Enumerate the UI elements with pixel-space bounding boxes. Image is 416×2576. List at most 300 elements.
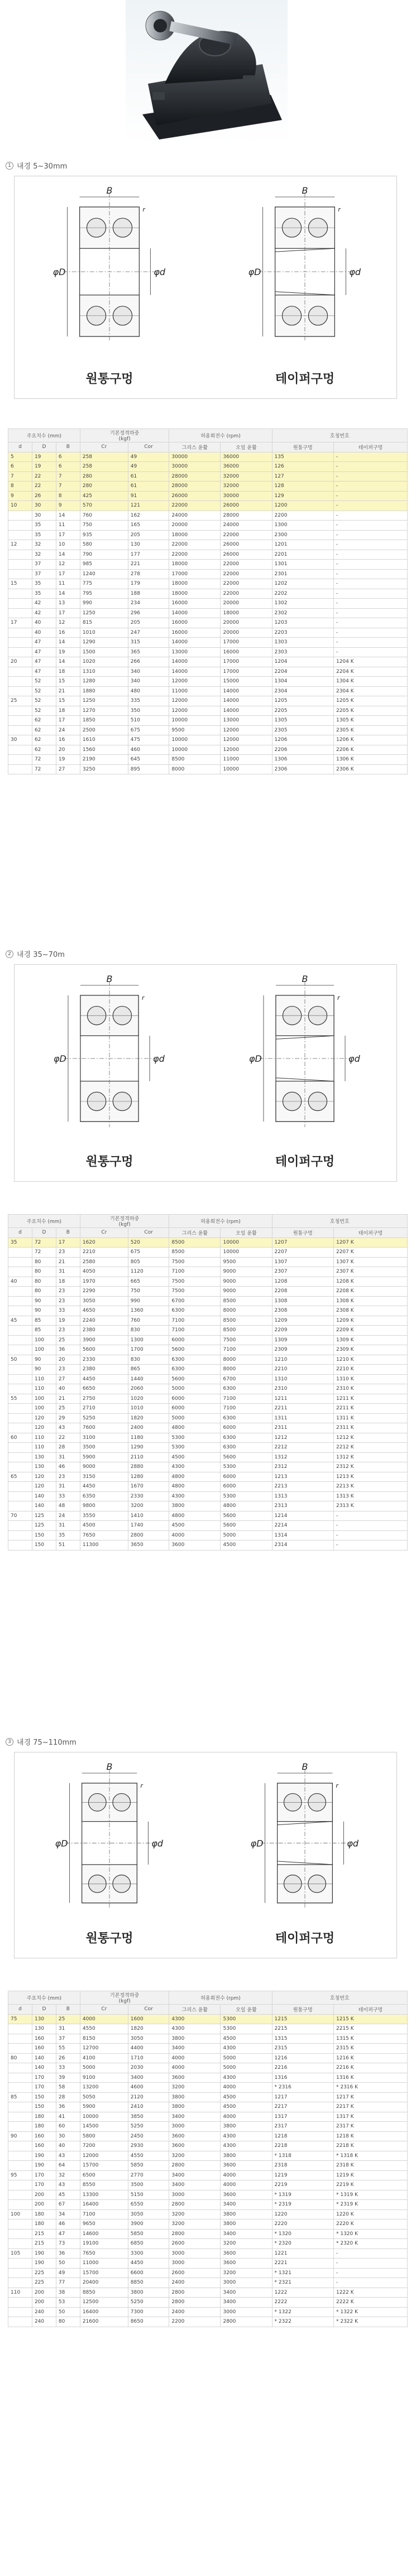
table-cell: 1310 bbox=[80, 667, 128, 677]
table-row bbox=[8, 745, 408, 755]
tapered-bearing-section bbox=[251, 1761, 359, 1909]
table-row bbox=[8, 569, 408, 579]
table-cell: 200 bbox=[32, 2200, 56, 2210]
table-row bbox=[8, 657, 408, 667]
th-main-dims: 주요치수 (mm) bbox=[8, 1215, 80, 1228]
table-cell: - bbox=[333, 638, 407, 648]
table-row bbox=[8, 696, 408, 706]
table-cell: 2207 bbox=[272, 1248, 333, 1258]
table-cell: - bbox=[333, 471, 407, 482]
table-cell: 1308 bbox=[272, 1296, 333, 1306]
table-cell: 2318 K bbox=[333, 2161, 407, 2171]
table-cell: 7100 bbox=[221, 1394, 272, 1404]
table-cell: 48 bbox=[56, 1501, 80, 1511]
table-cell bbox=[8, 2063, 32, 2073]
table-cell: 480 bbox=[128, 686, 169, 696]
table-cell: 37 bbox=[32, 560, 56, 570]
table-cell: 1270 bbox=[80, 706, 128, 716]
table-row bbox=[8, 638, 408, 648]
table-cell: 65 bbox=[8, 1472, 32, 1482]
table-cell: 20000 bbox=[169, 521, 221, 531]
table-cell: 10000 bbox=[169, 716, 221, 726]
table-cell: 80 bbox=[32, 1287, 56, 1297]
table-cell bbox=[8, 1443, 32, 1453]
table-cell: 2303 bbox=[272, 647, 333, 657]
table-row bbox=[8, 764, 408, 774]
table-cell: 2410 bbox=[128, 2102, 169, 2112]
table-cell: 2200 bbox=[169, 2317, 221, 2327]
table-cell: * 1319 K bbox=[333, 2190, 407, 2200]
table-cell: 985 bbox=[80, 560, 128, 570]
table-cell: 33 bbox=[56, 1491, 80, 1501]
table-cell: 2330 bbox=[128, 1491, 169, 1501]
table-cell: 2305 bbox=[272, 725, 333, 735]
table-cell: 160 bbox=[32, 2141, 56, 2151]
table-cell: 35 bbox=[32, 579, 56, 589]
table-cell bbox=[8, 589, 32, 599]
table-cell: - bbox=[333, 521, 407, 531]
table-cell: 935 bbox=[80, 530, 128, 540]
table-cell: 105 bbox=[8, 2248, 32, 2259]
table-cell: 91 bbox=[128, 491, 169, 501]
table-cell: 125 bbox=[32, 1521, 56, 1531]
table-cell: 1313 K bbox=[333, 1491, 407, 1501]
dim-B-label: B bbox=[106, 1761, 113, 1772]
table-cell: 2306 bbox=[272, 764, 333, 774]
table-cell: 895 bbox=[128, 764, 169, 774]
table-cell: 4500 bbox=[221, 2102, 272, 2112]
table-row bbox=[8, 2239, 408, 2249]
table-row bbox=[8, 1384, 408, 1394]
table-cell: 14 bbox=[56, 657, 80, 667]
table-cell: 42 bbox=[32, 599, 56, 609]
table-cell: 10 bbox=[56, 540, 80, 550]
table-cell: 47 bbox=[32, 647, 56, 657]
table-row bbox=[8, 1326, 408, 1336]
table-row bbox=[8, 2219, 408, 2230]
table-cell: 3600 bbox=[169, 2131, 221, 2141]
table-cell: 3600 bbox=[221, 2259, 272, 2269]
table-cell bbox=[8, 521, 32, 531]
th-speed: 허용회전수 (rpm) bbox=[169, 1991, 272, 2005]
table-cell: 2213 bbox=[272, 1482, 333, 1492]
table-cell: 2218 K bbox=[333, 2141, 407, 2151]
table-cell: 22000 bbox=[169, 501, 221, 511]
table-cell: 22000 bbox=[221, 569, 272, 579]
table-cell: 1216 K bbox=[333, 2053, 407, 2063]
table-cell: - bbox=[333, 482, 407, 492]
tapered-bearing-section bbox=[248, 185, 361, 342]
table-row bbox=[8, 530, 408, 540]
dim-phiD-label: φD bbox=[248, 1053, 262, 1065]
table-cell: 30 bbox=[56, 2131, 80, 2141]
table-cell: 2710 bbox=[80, 1404, 128, 1414]
table-row bbox=[8, 2131, 408, 2141]
table-cell: 5600 bbox=[221, 1521, 272, 1531]
table-cell: 1301 bbox=[272, 560, 333, 570]
table-cell: 2580 bbox=[80, 1257, 128, 1267]
spec-table-3 bbox=[8, 1991, 408, 2327]
table-cell: 3000 bbox=[169, 2122, 221, 2132]
table-cell: * 1318 K bbox=[333, 2151, 407, 2161]
table-cell: 6300 bbox=[221, 1443, 272, 1453]
table-cell: 24 bbox=[56, 725, 80, 735]
table-cell: 1317 K bbox=[333, 2112, 407, 2122]
table-cell: 2300 bbox=[272, 530, 333, 540]
table-cell: 2190 bbox=[80, 755, 128, 765]
table-cell: 221 bbox=[128, 560, 169, 570]
table-cell: 20 bbox=[56, 745, 80, 755]
table-cell: 179 bbox=[128, 579, 169, 589]
table-row bbox=[8, 1462, 408, 1472]
table-row bbox=[8, 1511, 408, 1521]
table-cell: 13200 bbox=[80, 2083, 128, 2093]
table-cell: 815 bbox=[80, 618, 128, 628]
table-cell: 11000 bbox=[221, 755, 272, 765]
table-cell: 10000 bbox=[80, 2112, 128, 2122]
table-cell: 8500 bbox=[221, 1296, 272, 1306]
th-callno: 호칭번호 bbox=[272, 1991, 407, 2005]
table-row bbox=[8, 452, 408, 462]
table-cell: 1310 bbox=[272, 1374, 333, 1384]
dim-phid-label: φd bbox=[153, 1053, 165, 1065]
table-cell: 110 bbox=[32, 1374, 56, 1384]
table-cell: 170 bbox=[32, 2170, 56, 2180]
table-cell: 51 bbox=[56, 1540, 80, 1551]
table-cell: 1210 bbox=[272, 1355, 333, 1365]
table-cell: 4300 bbox=[221, 2141, 272, 2151]
table-cell: 1440 bbox=[128, 1374, 169, 1384]
table-cell: 55 bbox=[8, 1394, 32, 1404]
table-row bbox=[8, 706, 408, 716]
caption-cylindrical: 원통구멍 bbox=[85, 1932, 133, 1946]
table-cell: 2206 bbox=[272, 745, 333, 755]
table-cell: 3050 bbox=[128, 2034, 169, 2044]
table-cell: 675 bbox=[128, 1248, 169, 1258]
table-cell: 1216 bbox=[272, 2053, 333, 2063]
th-cr: Cr bbox=[80, 2005, 128, 2015]
table-cell: 750 bbox=[80, 521, 128, 531]
table-cell: 160 bbox=[32, 2131, 56, 2141]
table-cell: 1410 bbox=[128, 1511, 169, 1521]
table-cell: 126 bbox=[272, 462, 333, 472]
table-cell: 1219 K bbox=[333, 2170, 407, 2180]
table-cell bbox=[8, 1335, 32, 1345]
table-cell: 4000 bbox=[221, 2170, 272, 2180]
table-cell: 22 bbox=[32, 471, 56, 482]
table-cell: 1306 bbox=[272, 755, 333, 765]
table-cell: 49 bbox=[128, 452, 169, 462]
table-cell bbox=[8, 2307, 32, 2317]
table-cell: 20000 bbox=[221, 599, 272, 609]
table-cell: * 2321 bbox=[272, 2278, 333, 2288]
table-cell: 1670 bbox=[128, 1482, 169, 1492]
table-cell bbox=[8, 1365, 32, 1375]
table-row bbox=[8, 1540, 408, 1551]
dim-phiD-label: φD bbox=[248, 267, 261, 277]
table-cell: 1710 bbox=[128, 2053, 169, 2063]
table-cell: 110 bbox=[32, 1384, 56, 1394]
th-D: D bbox=[32, 2005, 56, 2015]
table-cell: 125 bbox=[32, 1511, 56, 1521]
table-cell: 2312 bbox=[272, 1462, 333, 1472]
th-d: d bbox=[8, 1228, 32, 1238]
table-cell: 1315 K bbox=[333, 2034, 407, 2044]
table-cell: 2600 bbox=[169, 2239, 221, 2249]
table-cell: 170 bbox=[32, 2073, 56, 2083]
table-cell: 1850 bbox=[80, 716, 128, 726]
table-cell: 7 bbox=[56, 482, 80, 492]
table-cell: 7100 bbox=[169, 1326, 221, 1336]
table-cell: 8500 bbox=[221, 1316, 272, 1326]
table-cell: 3500 bbox=[80, 1443, 128, 1453]
table-cell: 1010 bbox=[128, 1404, 169, 1414]
table-cell: 10000 bbox=[221, 1248, 272, 1258]
table-cell: 2800 bbox=[128, 1530, 169, 1540]
table-cell: 7500 bbox=[169, 1277, 221, 1287]
table-cell: 2219 bbox=[272, 2180, 333, 2190]
table-cell: * 1320 bbox=[272, 2229, 333, 2239]
table-cell bbox=[8, 2141, 32, 2151]
table-cell: 28000 bbox=[169, 482, 221, 492]
bearing-diagram-3 bbox=[14, 1752, 397, 1958]
table-cell: 100 bbox=[32, 1345, 56, 1355]
table-cell: 1220 K bbox=[333, 2209, 407, 2219]
table-cell: 11 bbox=[56, 579, 80, 589]
table-row bbox=[8, 2268, 408, 2278]
table-cell: 2313 K bbox=[333, 1501, 407, 1511]
table-cell: - bbox=[333, 540, 407, 550]
table-cell: 1304 bbox=[272, 677, 333, 687]
table-cell: 32000 bbox=[221, 471, 272, 482]
table-cell bbox=[8, 628, 32, 638]
table-cell bbox=[8, 706, 32, 716]
table-cell: 2315 K bbox=[333, 2044, 407, 2054]
table-cell: 510 bbox=[128, 716, 169, 726]
table-cell: 100 bbox=[32, 1335, 56, 1345]
table-cell: 3200 bbox=[128, 1501, 169, 1511]
th-cyl: 원통구멍 bbox=[272, 2005, 333, 2015]
table-cell: 3400 bbox=[169, 2170, 221, 2180]
table-cell: 128 bbox=[272, 482, 333, 492]
table-row bbox=[8, 482, 408, 492]
table-row bbox=[8, 2141, 408, 2151]
th-load: 기본정격하중 (kgf) bbox=[80, 1215, 169, 1228]
table-cell: - bbox=[333, 647, 407, 657]
table-cell: 13000 bbox=[221, 716, 272, 726]
table-cell: 5000 bbox=[221, 2053, 272, 2063]
table-cell: 2800 bbox=[169, 2161, 221, 2171]
table-row bbox=[8, 1287, 408, 1297]
table-cell bbox=[8, 560, 32, 570]
th-D: D bbox=[32, 442, 56, 452]
table-cell: 9800 bbox=[80, 1501, 128, 1511]
table-cell: 17 bbox=[56, 608, 80, 618]
table-cell: 14000 bbox=[169, 667, 221, 677]
table-cell: 2800 bbox=[169, 2200, 221, 2210]
table-cell: 160 bbox=[32, 2044, 56, 2054]
th-grease: 그리스 윤활 bbox=[169, 1228, 221, 1238]
table-row bbox=[8, 1345, 408, 1355]
table-cell: 1305 bbox=[272, 716, 333, 726]
table-cell: 62 bbox=[32, 725, 56, 735]
table-cell: 100 bbox=[32, 1404, 56, 1414]
table-cell: 4450 bbox=[128, 2259, 169, 2269]
table-cell: 2317 bbox=[272, 2122, 333, 2132]
table-cell: 1218 bbox=[272, 2131, 333, 2141]
table-cell: 53 bbox=[56, 2298, 80, 2308]
table-cell: 17 bbox=[56, 530, 80, 540]
table-cell: 3800 bbox=[221, 2209, 272, 2219]
dim-r-label: r bbox=[338, 206, 341, 213]
table-cell: 1600 bbox=[128, 2014, 169, 2024]
table-cell: 1010 bbox=[80, 628, 128, 638]
table-cell: 72 bbox=[32, 1238, 56, 1248]
table-cell: 7600 bbox=[80, 1423, 128, 1433]
table-cell: 2220 K bbox=[333, 2219, 407, 2230]
table-cell: 18 bbox=[56, 667, 80, 677]
table-cell: 2880 bbox=[128, 1462, 169, 1472]
table-cell: 33 bbox=[56, 2063, 80, 2073]
table-cell: 4300 bbox=[221, 2131, 272, 2141]
table-cell: 150 bbox=[32, 1530, 56, 1540]
table-row bbox=[8, 1491, 408, 1501]
dim-B-label: B bbox=[302, 1761, 308, 1772]
table-cell: 130 bbox=[32, 2024, 56, 2034]
table-cell: 23 bbox=[56, 1296, 80, 1306]
table-cell bbox=[8, 1423, 32, 1433]
table-cell: 4300 bbox=[169, 1491, 221, 1501]
table-cell: 6 bbox=[8, 462, 32, 472]
table-cell: 5250 bbox=[128, 2122, 169, 2132]
table-cell: 1311 bbox=[272, 1413, 333, 1423]
table-cell bbox=[8, 647, 32, 657]
table-cell: 1020 bbox=[128, 1394, 169, 1404]
table-cell: 830 bbox=[128, 1326, 169, 1336]
table-cell: 2215 K bbox=[333, 2024, 407, 2034]
table-cell: 570 bbox=[80, 501, 128, 511]
table-cell: 1222 K bbox=[333, 2288, 407, 2298]
table-cell: 2060 bbox=[128, 1384, 169, 1394]
table-cell: 2400 bbox=[169, 2307, 221, 2317]
table-cell: 17000 bbox=[221, 657, 272, 667]
table-row bbox=[8, 511, 408, 521]
table-cell: 7100 bbox=[221, 1404, 272, 1414]
table-cell: 2220 bbox=[272, 2219, 333, 2230]
table-cell bbox=[8, 1413, 32, 1423]
th-load: 기본정격하중 (kgf) bbox=[80, 429, 169, 442]
table-row bbox=[8, 1423, 408, 1433]
th-cor: Cor bbox=[128, 1228, 169, 1238]
table-cell: 28000 bbox=[221, 511, 272, 521]
table-cell: 29 bbox=[56, 1413, 80, 1423]
table-cell: 36000 bbox=[221, 462, 272, 472]
table-cell: 28 bbox=[56, 2092, 80, 2102]
table-cell: 3550 bbox=[80, 1511, 128, 1521]
table-cell: 43 bbox=[56, 2180, 80, 2190]
table-cell: 5600 bbox=[221, 1452, 272, 1462]
table-cell: 180 bbox=[32, 2209, 56, 2219]
table-cell: 32 bbox=[32, 550, 56, 560]
table-cell: 12000 bbox=[221, 725, 272, 735]
table-cell bbox=[8, 1404, 32, 1414]
table-row bbox=[8, 1374, 408, 1384]
table-cell: 6000 bbox=[221, 1423, 272, 1433]
table-cell: 3500 bbox=[128, 2180, 169, 2190]
table-cell: 2210 K bbox=[333, 1365, 407, 1375]
table-cell: 1309 bbox=[272, 1335, 333, 1345]
table-cell: 3600 bbox=[221, 2248, 272, 2259]
table-cell: 7500 bbox=[169, 1257, 221, 1267]
section-title-3 bbox=[6, 1736, 76, 1747]
table-cell: * 2322 K bbox=[333, 2317, 407, 2327]
table-cell: 16000 bbox=[221, 647, 272, 657]
table-cell: 22000 bbox=[221, 589, 272, 599]
cylindrical-bearing-section bbox=[53, 185, 166, 342]
table-cell: 10 bbox=[8, 501, 32, 511]
table-cell: 1311 K bbox=[333, 1413, 407, 1423]
table-cell: 18000 bbox=[169, 589, 221, 599]
table-row bbox=[8, 2288, 408, 2298]
table-cell: 1213 K bbox=[333, 1472, 407, 1482]
table-cell: 40 bbox=[32, 618, 56, 628]
table-cell: 52 bbox=[32, 706, 56, 716]
table-row bbox=[8, 1296, 408, 1306]
th-taper: 테이퍼구멍 bbox=[333, 442, 407, 452]
table-cell: 205 bbox=[128, 618, 169, 628]
table-cell: 2205 K bbox=[333, 706, 407, 716]
table-cell: 5250 bbox=[128, 2298, 169, 2308]
spec-table-1 bbox=[8, 428, 408, 774]
table-cell: 2212 bbox=[272, 1443, 333, 1453]
table-cell: 15700 bbox=[80, 2161, 128, 2171]
table-cell: 2217 K bbox=[333, 2102, 407, 2112]
table-cell: 130 bbox=[32, 1452, 56, 1462]
table-cell: 6600 bbox=[128, 2268, 169, 2278]
table-cell: 7100 bbox=[169, 1316, 221, 1326]
th-main-dims: 주요치수 (mm) bbox=[8, 1991, 80, 2005]
table-cell: 24000 bbox=[169, 511, 221, 521]
table-cell: 23 bbox=[56, 1326, 80, 1336]
table-cell: 30000 bbox=[221, 491, 272, 501]
table-row bbox=[8, 628, 408, 638]
table-cell: 12000 bbox=[169, 696, 221, 706]
table-cell bbox=[8, 764, 32, 774]
table-cell: 16400 bbox=[80, 2307, 128, 2317]
table-cell: 18000 bbox=[221, 608, 272, 618]
table-cell: 1201 bbox=[272, 540, 333, 550]
table-cell bbox=[8, 1345, 32, 1355]
table-cell: 2800 bbox=[169, 2298, 221, 2308]
table-cell: 2222 K bbox=[333, 2298, 407, 2308]
table-row bbox=[8, 1316, 408, 1326]
table-cell: * 1318 bbox=[272, 2151, 333, 2161]
table-cell: 150 bbox=[32, 2102, 56, 2112]
caption-cylindrical: 원통구멍 bbox=[85, 1155, 133, 1169]
section-number: 2 bbox=[6, 950, 13, 958]
table-cell: 4000 bbox=[169, 2053, 221, 2063]
dim-B-label: B bbox=[106, 974, 113, 984]
table-cell: 20 bbox=[56, 1355, 80, 1365]
table-row bbox=[8, 599, 408, 609]
table-cell: 2204 bbox=[272, 667, 333, 677]
table-cell: 1280 bbox=[128, 1472, 169, 1482]
table-cell: 90 bbox=[32, 1296, 56, 1306]
table-cell: 1700 bbox=[128, 1345, 169, 1355]
th-cr: Cr bbox=[80, 442, 128, 452]
table-cell bbox=[8, 2317, 32, 2327]
table-cell: 21600 bbox=[80, 2317, 128, 2327]
